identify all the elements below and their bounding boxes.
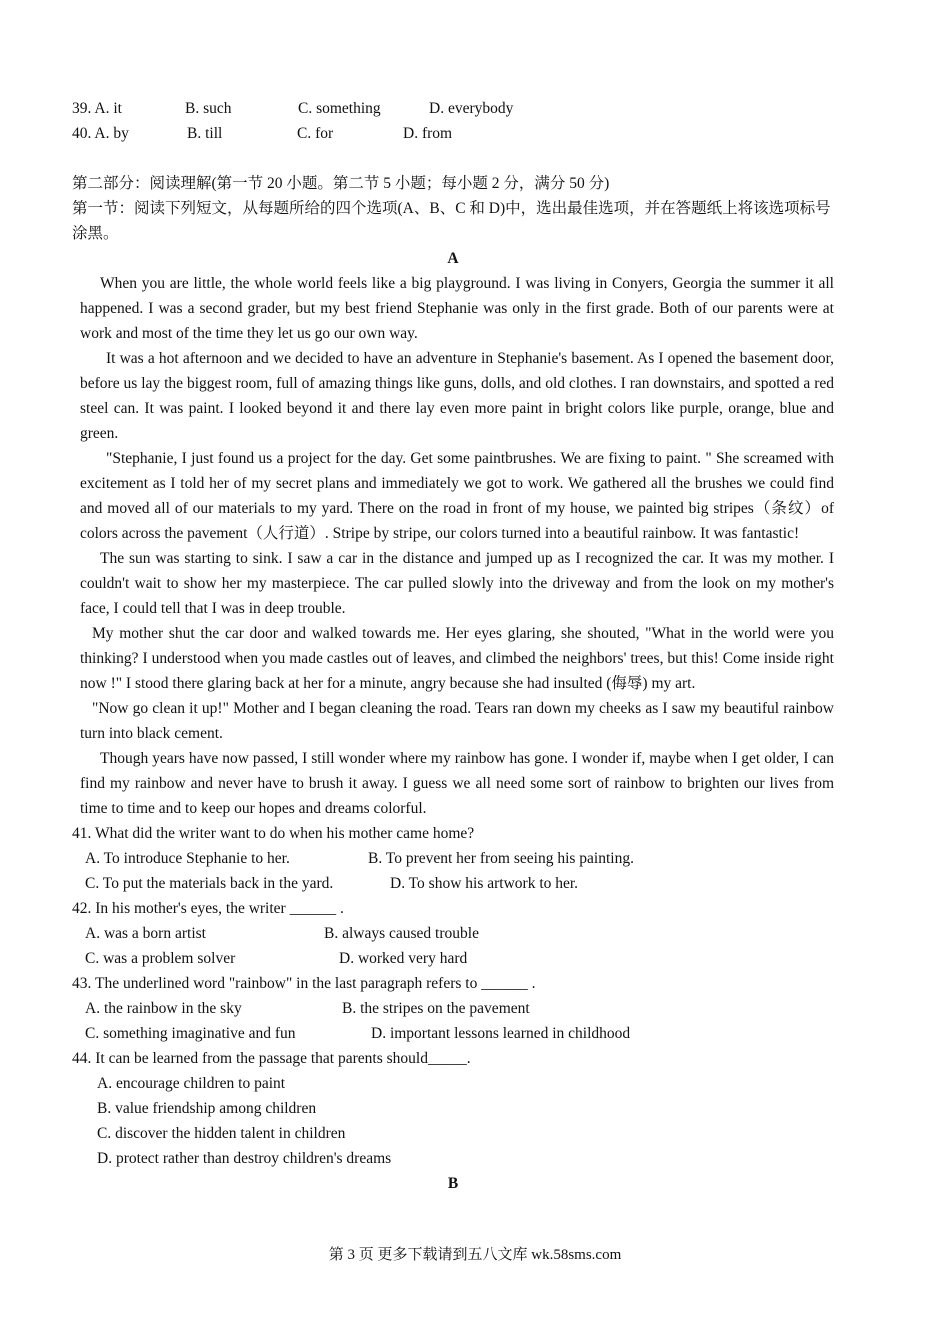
- option: B. always caused trouble: [324, 925, 479, 942]
- question-39-options: [72, 96, 834, 121]
- passage-paragraph: My mother shut the car door and walked towards me. Her eyes glaring, she shouted, "What in the world were you thinking? I understood when you made castles out of leaves, and climbed the neighbors' trees, but this! Come inside right now !" I stood there glaring back at her for a minute, angry because she had insulted (侮辱) my art.: [80, 625, 834, 692]
- option: 40. A. by: [72, 125, 129, 142]
- option: C. something: [298, 100, 381, 117]
- question-41-stem: 41. What did the writer want to do when his mother came home?: [72, 825, 475, 842]
- passage-paragraph: The sun was starting to sink. I saw a car in the distance and jumped up as I recognized the car. It was my mother. I couldn't wait to show her my masterpiece. The car pulled slowly into the driveway and from the look on my mother's face, I could tell that I was in deep trouble.: [80, 550, 834, 617]
- passage-b-label: B: [447, 1175, 459, 1192]
- option: 39. A. it: [72, 100, 122, 117]
- question-42-options: [72, 946, 834, 971]
- passage-paragraph: "Now go clean it up!" Mother and I began cleaning the road. Tears ran down my cheeks as I saw my beautiful rainbow turn into black cement.: [80, 700, 834, 742]
- passage-paragraph: It was a hot afternoon and we decided to have an adventure in Stephanie's basement. As I opened the basement door, before us lay the biggest room, full of amazing things like guns, dolls, and old clothes. I ran downstairs, and spotted a red steel can. It was paint. I looked beyond it and there lay even more paint in bright colors like purple, orange, blue and green.: [80, 350, 834, 442]
- option: C. was a problem solver: [85, 950, 236, 967]
- option: D. from: [403, 125, 453, 142]
- question-41-options: [72, 846, 834, 871]
- option: A. the rainbow in the sky: [85, 1000, 242, 1017]
- part-two-heading: 第二部分：阅读理解(第一节 20 小题。第二节 5 小题；每小题 2 分，满分 50 分): [72, 175, 610, 192]
- option: C. discover the hidden talent in children: [97, 1125, 346, 1142]
- question-43-options: [72, 1021, 834, 1046]
- option: D. To show his artwork to her.: [390, 875, 579, 892]
- passage-paragraph: When you are little, the whole world feels like a big playground. I was living in Conyers, Georgia the summer it all happened. I was a second grader, but my best friend Stephanie was only in the first grade. Both of our parents were at work and most of the time they let us go our own way.: [80, 275, 834, 342]
- option: B. value friendship among children: [97, 1100, 317, 1117]
- page-content: [72, 96, 834, 1196]
- option: D. important lessons learned in childhood: [371, 1025, 631, 1042]
- question-42-options: [72, 921, 834, 946]
- option: C. something imaginative and fun: [85, 1025, 296, 1042]
- option: D. protect rather than destroy children's dreams: [97, 1150, 392, 1167]
- question-44-stem: 44. It can be learned from the passage that parents should_____.: [72, 1050, 471, 1067]
- option: D. everybody: [429, 100, 514, 117]
- part-two-instruction: 第一节：阅读下列短文，从每题所给的四个选项(A、B、C 和 D)中，选出最佳选项，并在答题纸上将该选项标号涂黑。: [72, 200, 831, 242]
- question-40-options: [72, 121, 834, 146]
- page-footer: 第 3 页 更多下载请到五八文库 wk.58sms.com: [328, 1247, 622, 1263]
- option: C. To put the materials back in the yard.: [85, 875, 334, 892]
- option: B. To prevent her from seeing his painting.: [368, 850, 634, 867]
- option: B. the stripes on the pavement: [342, 1000, 530, 1017]
- option: D. worked very hard: [339, 950, 468, 967]
- passage-paragraph: Though years have now passed, I still wonder where my rainbow has gone. I wonder if, maybe when I get older, I can find my rainbow and never have to brush it away. I guess we all need some sort of rainbow to brighten our lives from time to time and to keep our hopes and dreams colorful.: [80, 750, 834, 817]
- passage-paragraph: "Stephanie, I just found us a project for the day. Get some paintbrushes. We are fixing to paint. " She screamed with excitement as I told her of my secret plans and immediately we got to work. We gathered all the brushes we could find and moved all of our materials to my yard. There on the road in front of my house, we painted big stripes（条纹）of colors across the pavement（人行道）. Stripe by stripe, our colors turned into a beautiful rainbow. It was fantastic!: [80, 450, 834, 542]
- option: A. To introduce Stephanie to her.: [85, 850, 290, 867]
- passage-a-label: A: [447, 250, 459, 267]
- question-41-options: [72, 871, 834, 896]
- question-43-options: [72, 996, 834, 1021]
- option: B. such: [185, 100, 232, 117]
- question-43-stem: 43. The underlined word "rainbow" in the last paragraph refers to ______ .: [72, 975, 536, 992]
- option: B. till: [187, 125, 223, 142]
- option: A. was a born artist: [85, 925, 206, 942]
- question-42-stem: 42. In his mother's eyes, the writer ______ .: [72, 900, 344, 917]
- option: C. for: [297, 125, 334, 142]
- option: A. encourage children to paint: [97, 1075, 286, 1092]
